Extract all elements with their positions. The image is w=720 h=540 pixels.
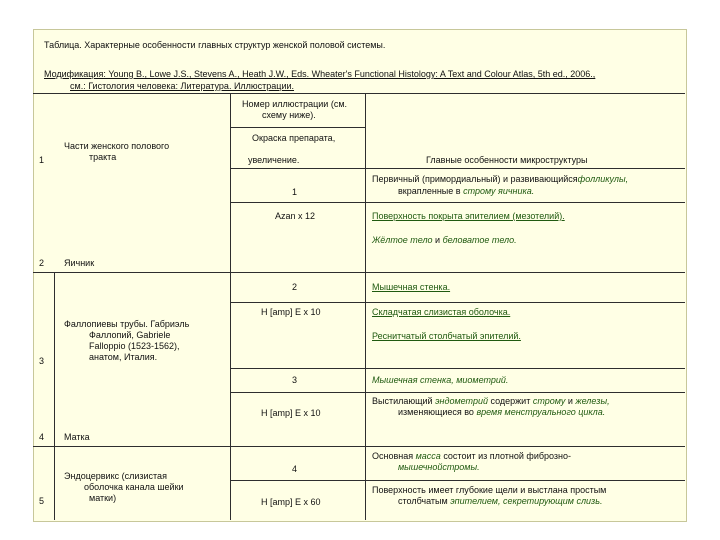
header-part: Части женского полового xyxy=(64,141,170,151)
grid-line xyxy=(230,368,685,369)
grid-line xyxy=(365,93,366,520)
uterus-feature-1: Мышечная стенка, миометрий. xyxy=(372,375,509,385)
tube-feature-1[interactable]: Мышечная стенка. xyxy=(372,282,451,292)
cervix-feature-1: Основная масса состоит из плотной фиброзно- xyxy=(372,451,572,461)
tube-feature-2[interactable]: Складчатая слизистая оболочка. xyxy=(372,307,511,317)
cervix-row-number: 5 xyxy=(39,496,45,506)
cervix-name-3: матки) xyxy=(89,493,117,503)
ovary-illustration-number: 1 xyxy=(292,187,298,197)
tube-name-4: анатом, Италия. xyxy=(89,352,158,362)
ovary-feature-3: Жёлтое тело и беловатое тело. xyxy=(372,235,517,245)
grid-line xyxy=(230,302,685,303)
ovary-stain: Azan x 12 xyxy=(275,211,316,221)
ovary-feature-2[interactable]: Поверхность покрыта эпителием (мезотелий). xyxy=(372,211,565,221)
grid-line xyxy=(33,93,685,94)
tube-name-1: Фаллопиевы трубы. Габриэль xyxy=(64,319,190,329)
ovary-name: Яичник xyxy=(64,258,95,268)
grid-line xyxy=(54,272,55,520)
tube-name-3: Falloppio (1523-1562), xyxy=(89,341,180,351)
grid-line xyxy=(33,446,685,447)
cervix-name-2: оболочка канала шейки xyxy=(84,482,184,492)
tube-row-number: 3 xyxy=(39,356,45,366)
ovary-feature-1b: вкрапленные в строму яичника. xyxy=(398,186,535,196)
cervix-illustration-number: 4 xyxy=(292,464,298,474)
header-number: 1 xyxy=(39,155,45,165)
cervix-name-1: Эндоцервикс (слизистая xyxy=(64,471,167,481)
source-line-1[interactable]: Модификация: Young B., Lowe J.S., Stevens A., Heath J.W., Eds. Wheater's Functional Histology: A Text and Colour Atlas, 5th ed., 2006., xyxy=(44,69,596,79)
cervix-stain: H [amp] E x 60 xyxy=(261,497,321,507)
grid-line xyxy=(230,168,685,169)
uterus-feature-2b: изменяющиеся во время менструального цикла. xyxy=(398,407,606,417)
header-features: Главные особенности микроструктуры xyxy=(426,155,588,165)
tube-illustration-number: 2 xyxy=(292,282,298,292)
grid-line xyxy=(230,392,685,393)
grid-line xyxy=(230,127,365,128)
uterus-row-number: 4 xyxy=(39,432,45,442)
header-illustration: Номер иллюстрации (см. xyxy=(242,99,348,109)
header-stain: Окраска препарата, xyxy=(252,133,336,143)
ovary-row-number: 2 xyxy=(39,258,45,268)
slide-panel xyxy=(33,29,687,522)
header-illustration-2: схему ниже). xyxy=(262,110,316,120)
uterus-name: Матка xyxy=(64,432,90,442)
uterus-feature-2: Выстилающий эндометрий содержит строму и железы, xyxy=(372,396,610,406)
grid-line xyxy=(230,480,685,481)
source-line-2[interactable]: см.: Гистология человека: Литература. Иллюстрации. xyxy=(70,81,295,91)
cervix-feature-1b: мышечнойстромы. xyxy=(398,462,480,472)
grid-line xyxy=(230,93,231,520)
cervix-feature-2b: столбчатым эпителием, секретирующим слизь. xyxy=(398,496,603,506)
tube-name-2: Фаллопий, Gabriele xyxy=(89,330,171,340)
uterus-illustration-number: 3 xyxy=(292,375,298,385)
cervix-feature-2: Поверхность имеет глубокие щели и выстлана простым xyxy=(372,485,607,495)
header-part-2: тракта xyxy=(89,152,117,162)
tube-stain: H [amp] E x 10 xyxy=(261,307,321,317)
table-title: Таблица. Характерные особенности главных структур женской половой системы. xyxy=(44,40,386,50)
grid-line xyxy=(33,272,685,273)
uterus-stain: H [amp] E x 10 xyxy=(261,408,321,418)
grid-line xyxy=(230,202,685,203)
header-stain-2: увеличение. xyxy=(248,155,300,165)
ovary-feature-1: Первичный (примордиальный) и развивающийсяфолликулы, xyxy=(372,174,629,184)
tube-feature-3[interactable]: Реснитчатый столбчатый эпителий. xyxy=(372,331,521,341)
